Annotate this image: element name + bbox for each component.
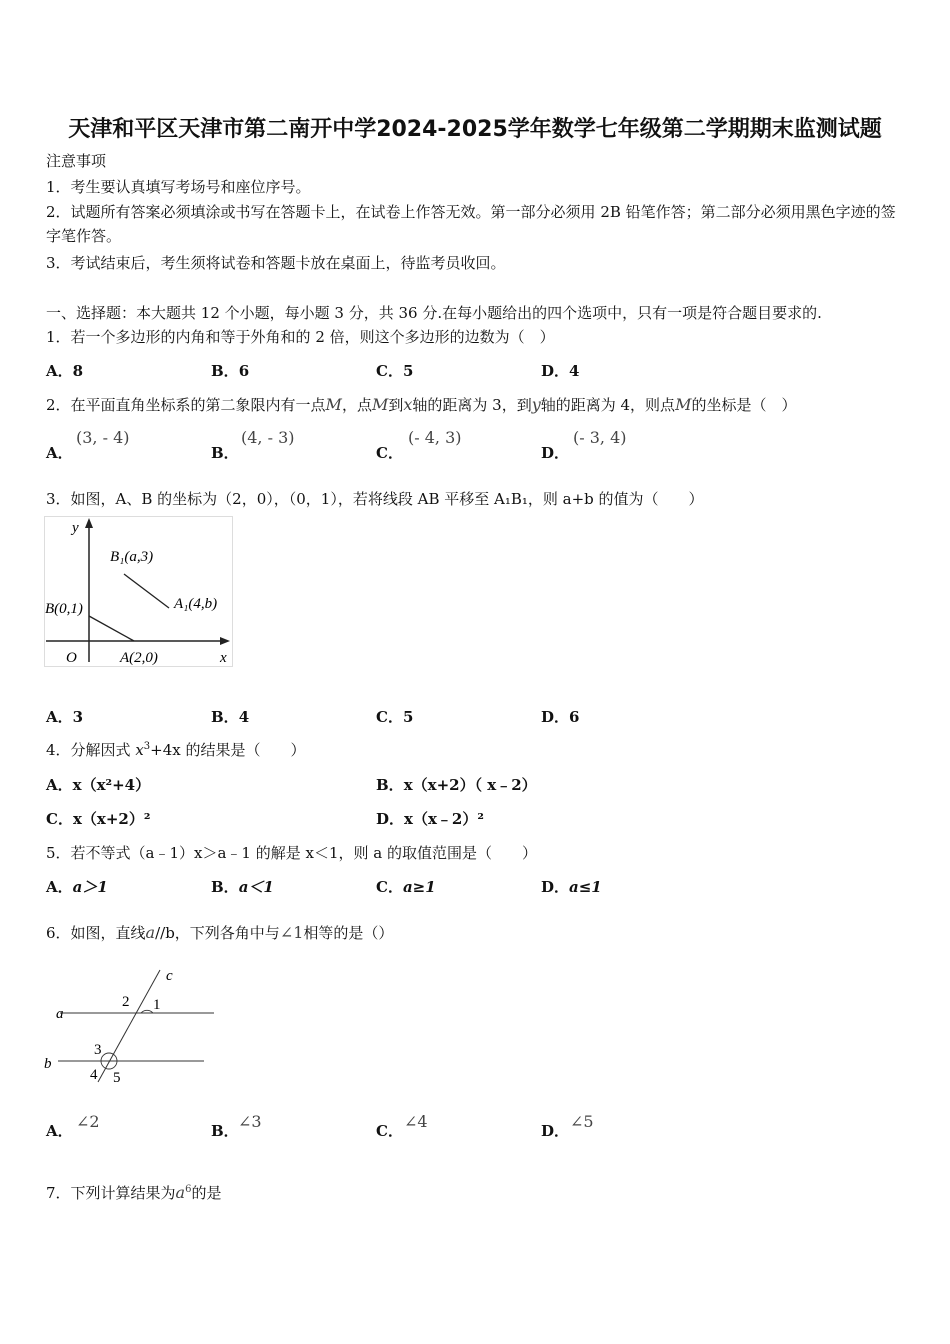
- q3-a-label: A(2,0): [120, 650, 158, 666]
- question-6-stem: 6．如图，直线a//b，下列各角中与∠1相等的是（）: [46, 923, 394, 942]
- q6-option-c-value: ∠4: [404, 1112, 428, 1131]
- q6-angle-5: 5: [113, 1070, 121, 1086]
- q3-option-a: A．3: [46, 708, 84, 726]
- q2-option-b-value: (4, - 3): [241, 428, 295, 447]
- q6-figure: [40, 960, 220, 1090]
- q6-label-c: c: [166, 968, 173, 984]
- q5-option-d: D．a≤1: [541, 878, 602, 896]
- q6-line-c: [98, 970, 160, 1082]
- q4-option-b: B．x（x+2）（ x﹣2）: [376, 776, 537, 794]
- q2-option-b-label: B．: [211, 444, 239, 462]
- q5-option-c: C．a≥1: [376, 878, 436, 896]
- q3-x-label: x: [220, 650, 227, 666]
- q2-option-a-label: A．: [46, 444, 73, 462]
- q1-option-d: D．4: [541, 362, 580, 380]
- q3-x-arrow: [220, 637, 230, 645]
- q3-origin-label: O: [66, 650, 77, 666]
- q5-option-b: B．a＜1: [211, 878, 274, 896]
- question-1-stem: 1．若一个多边形的内角和等于外角和的 2 倍，则这个多边形的边数为（ ）: [46, 328, 555, 346]
- q2-option-d-value: (- 3, 4): [573, 428, 627, 447]
- question-4-stem: 4．分解因式 $x^3+4x$ 的结果是（ ）: [46, 741, 306, 759]
- q3-y-arrow: [85, 518, 93, 528]
- q6-option-d-value: ∠5: [570, 1112, 594, 1131]
- q1-option-a: A．8: [46, 362, 84, 380]
- q2-option-a-value: (3, - 4): [76, 428, 130, 447]
- q3-option-d: D．6: [541, 708, 580, 726]
- q3-segment-ab: [89, 616, 134, 641]
- question-2-stem: 2．在平面直角坐标系的第二象限内有一点M，点M到x轴的距离为 3，到y轴的距离为 4，则点M的坐标是（ ）: [46, 395, 797, 414]
- q6-angle-1: 1: [153, 997, 161, 1013]
- page-title: 天津和平区天津市第二南开中学2024-2025学年数学七年级第二学期期末监测试题: [68, 117, 882, 142]
- q3-a1-label: A₁(4,b): [174, 596, 218, 612]
- q5-option-a: A．a＞1: [46, 878, 108, 896]
- q3-option-b: B．4: [211, 708, 250, 726]
- notice-item-2: 2．试题所有答案必须填涂或书写在答题卡上，在试卷上作答无效。第一部分必须用 2B 铅笔作答；第二部分必须用黑色字迹的签字笔作答。: [46, 203, 896, 245]
- q3-figure: [44, 516, 234, 668]
- q6-option-a-value: ∠2: [76, 1112, 100, 1131]
- section-header: 一、选择题：本大题共 12 个小题，每小题 3 分，共 36 分.在每小题给出的四个选项中，只有一项是符合题目要求的.: [46, 304, 822, 322]
- question-3-stem: 3．如图，A、B 的坐标为（2，0），（0，1），若将线段 AB 平移至 A₁B₁，则 a+b 的值为（ ）: [46, 490, 704, 508]
- q2-option-d-label: D．: [541, 444, 570, 462]
- q1-option-b: B．6: [211, 362, 250, 380]
- q4-option-a: A．x（x²+4）: [46, 776, 151, 794]
- q6-option-c-label: C．: [376, 1122, 403, 1140]
- q6-angle-3: 3: [94, 1042, 102, 1058]
- q4-option-d: D．x（x﹣2）²: [376, 810, 484, 828]
- q3-figure-frame: [45, 517, 233, 667]
- question-7-stem: 7．下列计算结果为$a^6$的是: [46, 1183, 222, 1202]
- q2-option-c-label: C．: [376, 444, 403, 462]
- notice-item-3: 3．考试结束后，考生须将试卷和答题卡放在桌面上，待监考员收回。: [46, 254, 506, 272]
- question-5-stem: 5．若不等式（a﹣1）x＞a﹣1 的解是 x＜1，则 a 的取值范围是（ ）: [46, 844, 537, 862]
- q6-option-a-label: A．: [46, 1122, 73, 1140]
- q3-b-label: B(0,1): [45, 601, 83, 617]
- q2-option-c-value: (- 4, 3): [408, 428, 462, 447]
- notice-item-1: 1．考生要认真填写考场号和座位序号。: [46, 178, 311, 196]
- q6-option-b-label: B．: [211, 1122, 239, 1140]
- q4-option-c: C．x（x+2）²: [46, 810, 151, 828]
- q3-option-c: C．5: [376, 708, 414, 726]
- q6-label-a: a: [56, 1006, 64, 1022]
- q3-y-label: y: [72, 520, 79, 536]
- q1-option-c: C．5: [376, 362, 414, 380]
- q6-option-b-value: ∠3: [238, 1112, 262, 1131]
- notice-heading: 注意事项: [46, 152, 107, 170]
- q6-label-b: b: [44, 1056, 52, 1072]
- q3-segment-a1b1: [124, 574, 169, 608]
- q6-angle-4: 4: [90, 1067, 98, 1083]
- q6-angle-2: 2: [122, 994, 130, 1010]
- q6-option-d-label: D．: [541, 1122, 570, 1140]
- q3-b1-label: B₁(a,3): [110, 549, 154, 565]
